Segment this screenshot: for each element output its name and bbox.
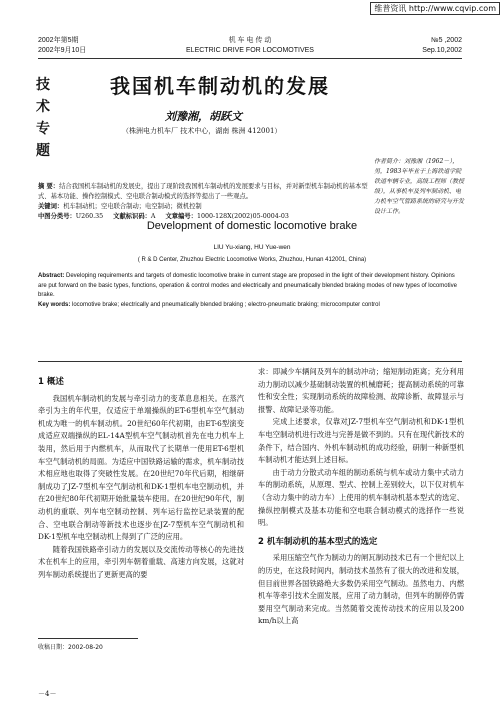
section-1-heading: 1 概述 <box>38 377 64 387</box>
received-date: 收稿日期：2002-08-20 <box>38 644 103 651</box>
abstract-label: 摘 要： <box>38 183 60 190</box>
right-column <box>258 366 464 628</box>
affiliation-cn: （株洲电力机车厂 技术中心，湖南 株洲 412001） <box>122 127 282 135</box>
paragraph: 我国机车制动机的发展与牵引动力的变革息息相关。在蒸汽牵引为主的年代里，仅适应于单端操纵的ET-6型机车空气制动机成为唯一的机车制动机。20世纪60年代初期，由ET-6型演变成适应双端操纵的EL-14A型机车空气制动机首先在电力机车上装用，然后用于内燃机车，从而取代了长期单一使用ET-6型机车空气制动机的局面。为适应中国铁路运输的需求，机车制动技术相应地也取得了突破性发展。在20世纪70年代后期，相继研制成功了JZ-7型机车空气制动机和DK-1型机车电空制动机，并在20世纪80年代初期开始批量装车使用。在20世纪90年代，制动机的重联、列车电空制动控制、列车运行监控记录装置的配合、空电联合制动等新技术也逐步在JZ-7型机车空气制动机和DK-1型机车电空制动机上得到了广泛的应用。 <box>38 393 244 542</box>
author-bio: 作者简介：刘豫湘（1962－），男，1983年毕业于上海铁道学院铁道车辆专业，高级工程师（教授级），从事机车及列车制动机、电力机车空气管路系统的研究与开发设计工作。 <box>374 158 465 215</box>
section-label-technical-feature <box>30 74 56 162</box>
paragraph: 完成上述要求，仅靠对JZ-7型机车空气制动机和DK-1型机车电空制动机进行改进与完善是做不到的。只有在现代新技术的条件下，结合国内、外机车制动机的成功经验，研制一种新型机车制动机才能达到上述目标。 <box>258 417 464 465</box>
left-column <box>38 376 244 582</box>
date-cn: 2002年9月10日 <box>38 47 87 54</box>
paper-title-cn: 我国机车制动机的发展 <box>110 74 330 98</box>
abstract-cn <box>38 182 368 222</box>
issue-cn: 2002年第5期 <box>38 37 79 44</box>
paper-title-en: Development of domestic locomotive brake <box>146 220 358 232</box>
paragraph: 求：即减少车辆间及列车的制动冲动；缩短制动距离；充分利用动力制动以减少基础制动装置的机械磨耗；提高制动系统的可靠性和安全性；实现制动系统的故障检测、故障诊断、故障显示与报警、故障记录等功能。 <box>258 367 464 414</box>
footnote-rule <box>38 638 138 639</box>
header-right <box>422 36 462 56</box>
article-id-label: 文章编号： <box>165 213 197 220</box>
header-rule <box>38 58 462 59</box>
keywords-en-text: locomotive brake; electrically and pneumatically blended braking ; electro-pneumatic braking; microcomputer control <box>72 301 380 308</box>
page-number: －4－ <box>38 690 57 698</box>
abstract-en-label: Abstract: <box>38 273 65 279</box>
issue-en: №5 ,2002 <box>431 37 462 44</box>
class-label: 中图分类号： <box>38 213 76 220</box>
abstract-rule <box>38 361 462 362</box>
paragraph: 由于动力分散式动车组的制动系统与机车或动力集中式动力车的制动系统，从原理、型式、控制上差别较大，以下仅对机车（含动力集中的动力车）上使用的机车制动机基本型式的选定、操纵控制模式及基本功能和空电联合制动模式的选择作一些说明。 <box>258 467 464 528</box>
keywords-en-label: Key words: <box>38 301 71 308</box>
abstract-en-text: Developing requirements and targets of domestic locomotive brake in current stage are proposed in the light of their development history. Opinions are put forward on the basic types, functions, operation & control modes and electrically and pneumatically blended braking modes of new types of locomotive brake. <box>38 273 457 298</box>
section-label-char: 术 <box>36 99 50 115</box>
doc-value: A <box>150 213 156 220</box>
authors-en: LIU Yu-xiang, HU Yue-wen <box>213 244 291 251</box>
paragraph: 随着我国铁路牵引动力的发展以及交流传动等核心的先进技术在机车上的应用，牵引列车朝着重载、高速方向发展，这就对列车制动系统提出了更新更高的要 <box>38 544 244 579</box>
abstract-text: 结合我国机车制动机的发展史，提出了现阶段我国机车制动机的发展要求与目标，并对新型机车制动机的基本型式、基本功能、操作控制模式、空电联合制动模式的选择等提出了一些观点。 <box>38 183 368 200</box>
section-2-heading: 2 机车制动机的基本型式的选定 <box>258 536 378 547</box>
keywords-text: 机车制动机；空电联合制动；电空制动；微机控制 <box>63 203 202 210</box>
doc-label: 文献标识码： <box>113 213 151 220</box>
section-label-char: 题 <box>36 143 50 159</box>
abstract-en <box>38 272 464 310</box>
watermark-banner: 维普资讯 http://www.cqvip.com <box>370 2 500 15</box>
header-left <box>38 36 86 56</box>
section-label-char: 技 <box>36 77 50 93</box>
keywords-label: 关键词： <box>38 203 64 210</box>
date-en: Sep.10,2002 <box>422 47 462 54</box>
journal-cn: 机 车 电 传 动 <box>228 37 272 44</box>
section-label-char: 专 <box>36 121 50 137</box>
paragraph: 采用压缩空气作为制动力的闸瓦制动技术已有一个世纪以上的历史，在这段时间内，制动技术虽然有了很大的改进和发展，但目前世界各国铁路绝大多数仍采用空气制动。虽然电力、内燃机车等牵引技术全面发展，应用了动力制动，但列车的制停仍需要用空气制动来完成。当然随着交流传动技术的应用以及200 km/h以上高 <box>258 553 464 626</box>
authors-cn: 刘豫湘，胡跃文 <box>165 110 242 123</box>
affiliation-en: ( R & D Center, Zhuzhou Electric Locomotive Works, Zhuzhou, Hunan 412001, China) <box>137 257 367 263</box>
class-value: U260.35 <box>75 213 104 220</box>
header-center <box>175 36 325 56</box>
article-id-value: 1000-128X(2002)05-0004-03 <box>196 213 289 220</box>
journal-en: ELECTRIC DRIVE FOR LOCOMOTIVES <box>186 47 314 54</box>
